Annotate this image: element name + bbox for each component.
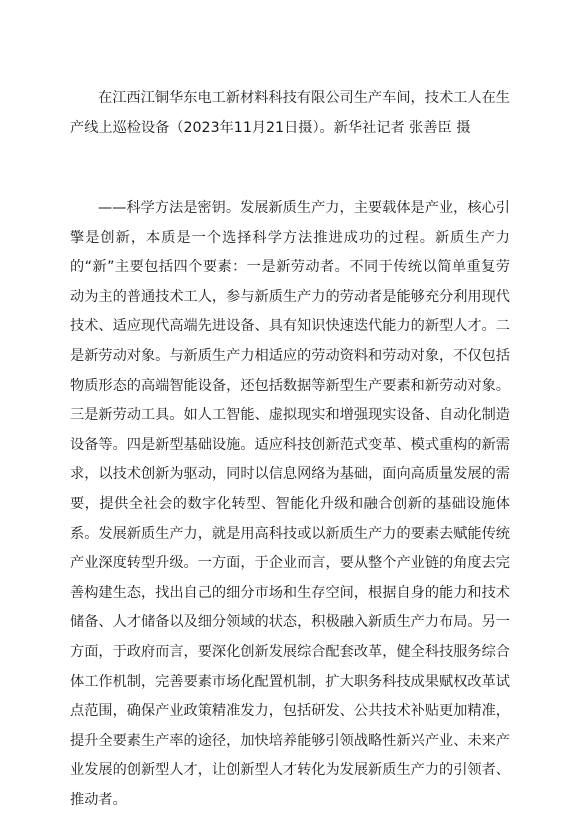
body-paragraph: ——科学方法是密钥。发展新质生产力，主要载体是产业，核心引擎是创新，本质是一个选择科学方法推进成功的过程。新质生产力的“新”主要包括四个要素：一是新劳动者。不同于传统以简单重复劳动为主的普通技术工人，参与新质生产力的劳动者是能够充分利用现代技术、适应现代高端先进设备、具有知识快速迭代能力的新型人才。二是新劳动对象。与新质生产力相适应的劳动资料和劳动对象，不仅包括物质形态的高端智能设备，还包括数据等新型生产要素和新劳动对象。三是新劳动工具。如人工智能、虚拟现实和增强现实设备、自动化制造设备等。四是新型基础设施。适应科技创新范式变革、模式重构的新需求，以技术创新为驱动，同时以信息网络为基础，面向高质量发展的需要，提供全社会的数字化转型、智能化升级和融合创新的基础设施体系。发展新质生产力，就是用高科技或以新质生产力的要素去赋能传统产业深度转型升级。一方面，于企业而言，要从整个产业链的角度去完善构建生态，找出自己的细分市场和生存空间，根据自身的能力和技术储备、人才储备以及细分领域的状态，积极融入新质生产力布局。另一方面，于政府而言，要深化创新发展综合配套改革，健全科技服务综合体工作机制，完善要素市场化配置机制，扩大职务科技成果赋权改革试点范围，确保产业政策精准发力，包括研发、公共技术补贴更加精准，提升全要素生产率的途径，加快培养能够引领战略性新兴产业、未来产业发展的创新型人才，让创新型人才转化为发展新质生产力的引领者、推动者。 [70, 200, 510, 808]
photo-caption: 在江西江铜华东电工新材料科技有限公司生产车间，技术工人在生产线上巡检设备（2023年11月21日摄）。新华社记者 张善臣 摄 [70, 90, 510, 136]
